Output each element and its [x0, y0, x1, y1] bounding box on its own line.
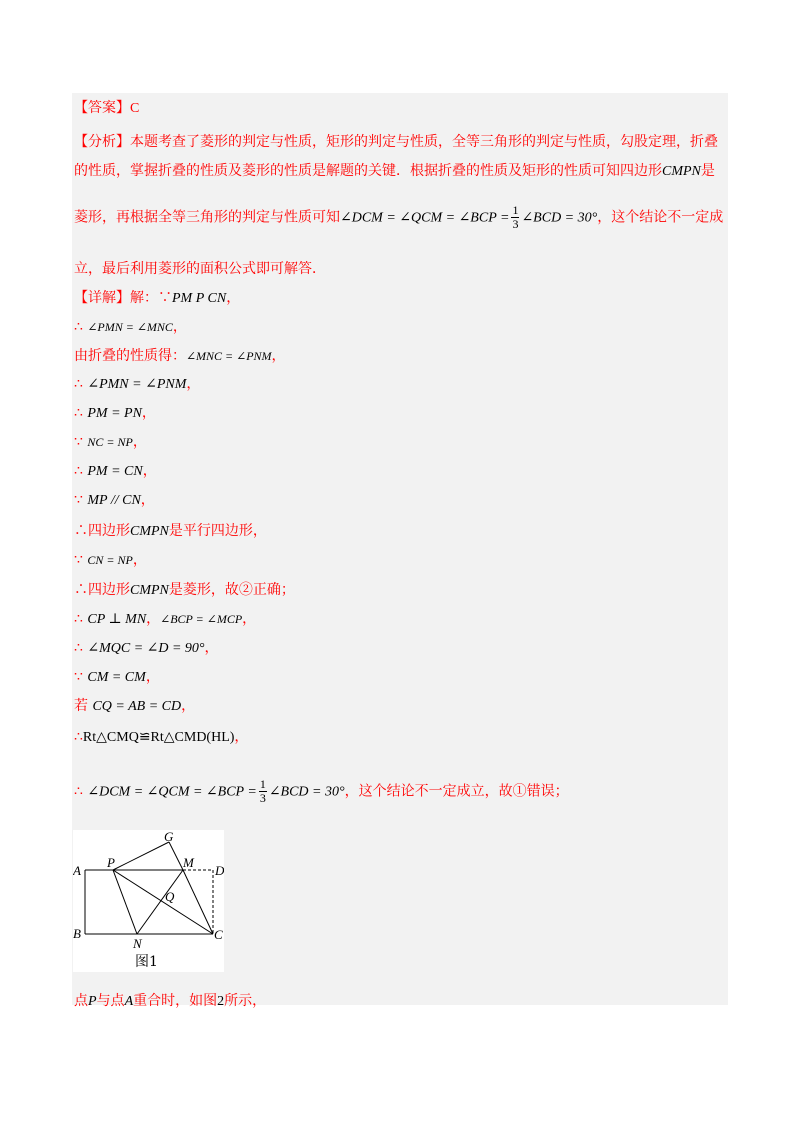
- detail-line-2: 由折叠的性质得：∠MNC = ∠PNM，: [74, 348, 286, 364]
- figure-caption: 图1: [135, 954, 158, 970]
- label-q: Q: [165, 889, 175, 904]
- analysis-line-2: 的性质，掌握折叠的性质及菱形的性质是解题的关键．根据折叠的性质及矩形的性质可知四边形CMPN是: [74, 163, 715, 179]
- detail-line-10: ∴四边形CMPN是菱形，故②正确；: [74, 582, 295, 598]
- detail-line-1: ∴ ∠PMN = ∠MNC，: [74, 319, 187, 335]
- label-g: G: [164, 830, 174, 844]
- detail-line-13: ∵ CM = CM，: [74, 669, 160, 685]
- label-a: A: [73, 863, 81, 878]
- last-line: 点P与点A重合时，如图2所示，: [74, 993, 267, 1009]
- geometry-figure: [73, 830, 224, 972]
- math-angle-eq: ∠DCM = ∠QCM = ∠BCP =: [340, 210, 510, 226]
- analysis-line-1: 【分析】本题考查了菱形的判定与性质，矩形的判定与性质，全等三角形的判定与性质，勾股定理，折叠: [74, 134, 718, 150]
- label-d: D: [215, 863, 224, 878]
- answer-line: [74, 97, 139, 117]
- detail-label: 【详解】: [74, 290, 130, 306]
- fraction: $\frac{1}{3}$: [512, 203, 519, 231]
- detail-line-11: ∴ CP ⊥ MN，∠BCP = ∠MCP，: [74, 611, 257, 627]
- detail-line-6: ∴ PM = CN，: [74, 463, 157, 479]
- label-p: P: [107, 855, 115, 870]
- math-cmpn: CMPN: [662, 164, 701, 179]
- analysis-line-3: 菱形，再根据全等三角形的判定与性质可知∠DCM = ∠QCM = ∠BCP = $\frac{1}{3}$ ∠BCD = 30°，这个结论不一定成: [74, 203, 724, 231]
- label-m: M: [183, 855, 194, 870]
- detail-line-4: ∴ PM = PN，: [74, 405, 156, 421]
- detail-line-7: ∵ MP // CN，: [74, 492, 155, 508]
- detail-line-8: ∴四边形CMPN是平行四边形，: [74, 523, 267, 539]
- detail-line-12: ∴ ∠MQC = ∠D = 90°，: [74, 640, 219, 656]
- detail-line-9: ∵ CN = NP，: [74, 552, 147, 568]
- detail-line-15: ∴Rt△CMQ≌Rt△CMD(HL)，: [74, 729, 249, 745]
- detail-line-5: ∵ NC = NP，: [74, 434, 147, 450]
- detail-line-14: 若 CQ = AB = CD，: [74, 698, 196, 714]
- analysis-label: 【分析】: [74, 134, 130, 150]
- label-b: B: [73, 926, 81, 941]
- fraction: $\frac{1}{3}$: [259, 777, 266, 805]
- label-c: C: [214, 927, 223, 942]
- label-n: N: [133, 936, 142, 951]
- answer-value: C: [130, 101, 140, 116]
- analysis-line-4: 立，最后利用菱形的面积公式即可解答．: [74, 261, 326, 277]
- detail-line-3: ∴ ∠PMN = ∠PNM，: [74, 376, 201, 392]
- detail-final-line: ∴ ∠DCM = ∠QCM = ∠BCP = $\frac{1}{3}$ ∠BCD = 30°，这个结论不一定成立，故①错误；: [74, 777, 569, 805]
- answer-label: 【答案】: [74, 100, 130, 116]
- detail-line-0: 【详解】解：∵PM P CN，: [74, 290, 241, 306]
